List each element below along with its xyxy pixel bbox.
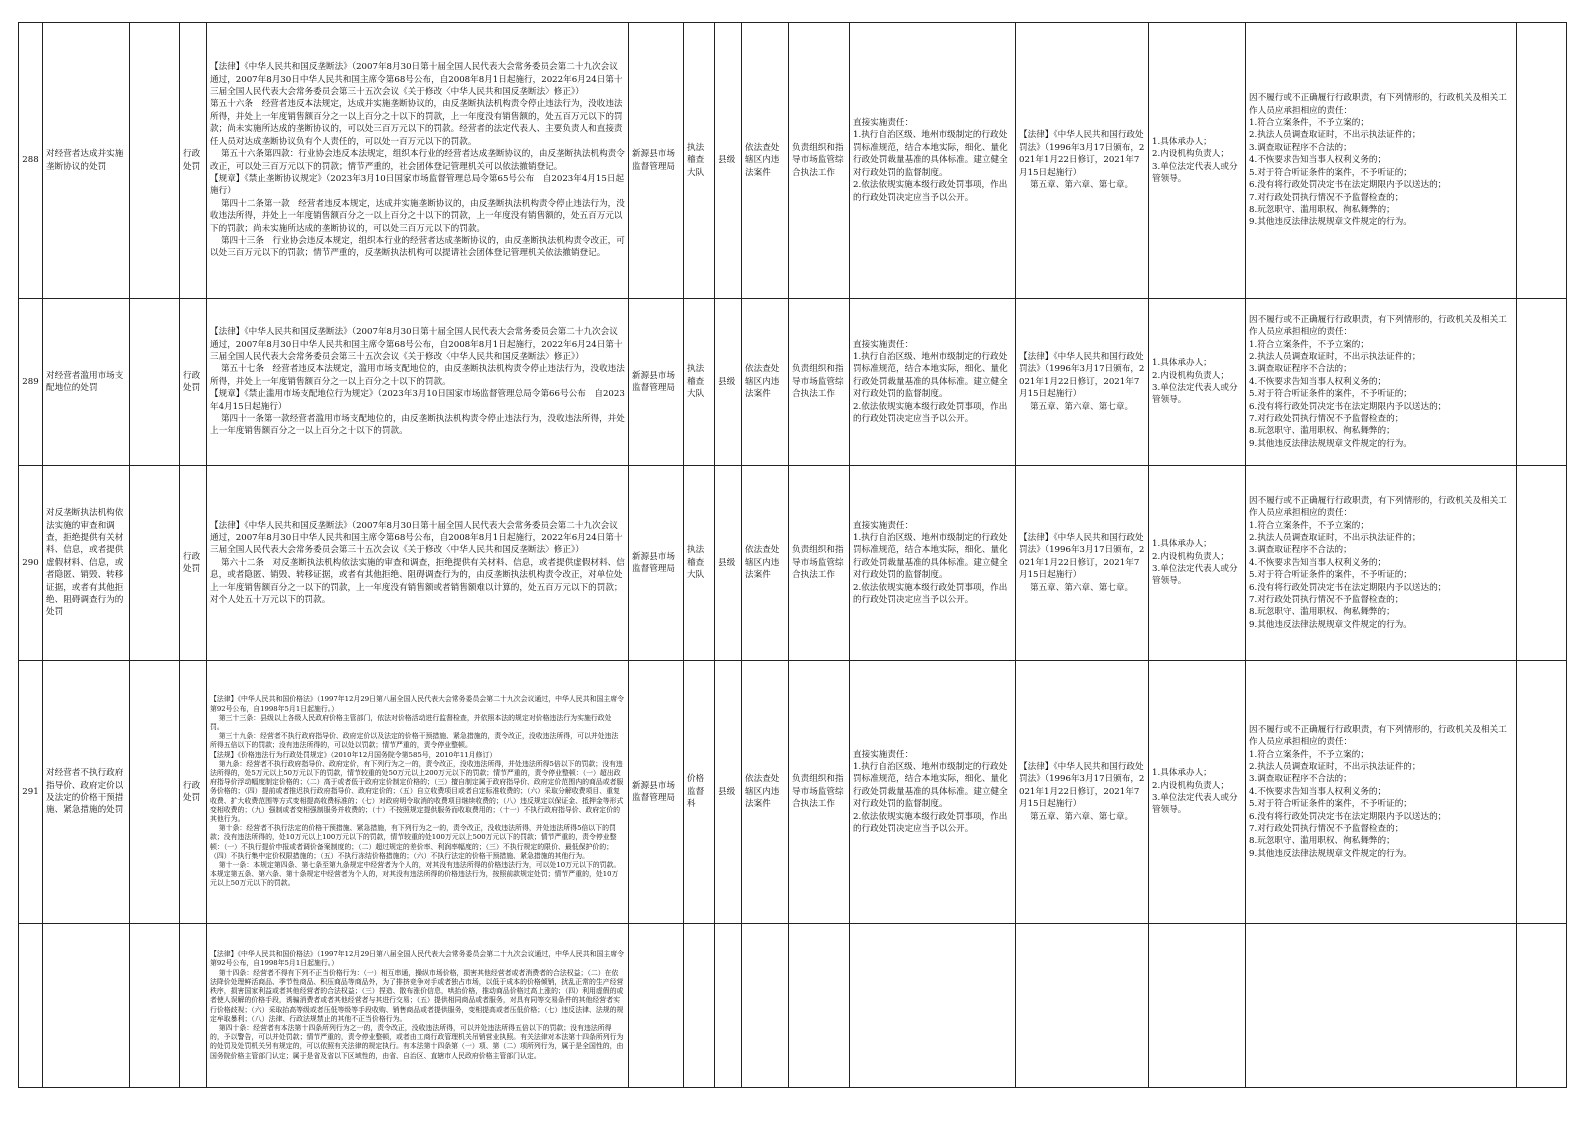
document-sheet	[18, 22, 1567, 1088]
implementing-department: 新源县市场监督管理局	[629, 23, 684, 299]
row-number: 290	[19, 466, 43, 661]
item-name: 对经营者滥用市场支配地位的处罚	[43, 299, 130, 466]
table-row	[19, 924, 1567, 1088]
blank-cell	[130, 466, 180, 661]
blank-cell	[130, 661, 180, 924]
duty-description: 负责组织和指导市场监管综合执法工作	[789, 23, 850, 299]
liability-circumstances: 因不履行或不正确履行行政职责，有下列情形的，行政机关及相关工作人员应承担相应的责任： 1.符合立案条件，不予立案的； 2.执法人员调查取证时，不出示执法证件的； 3.调查取证程序不合法的； 4.不恢要求告知当事人权利义务的； 5.对于符合听证条件的案件，不予听证的； 6.没有将行政处罚决定书在法定期限内予以送达的； 7.对行政处罚执行情况不予监督检查的； 8.玩忽职守、滥用职权、徇私舞弊的； 9.其他违反法律法规规章文件规定的行为。	[1246, 661, 1517, 924]
accountability-basis: 【法律】《中华人民共和国行政处罚法》（1996年3月17日颁布，2021年1月22日修订，2021年7月15日起施行） 第五章、第六章、第七章。	[1016, 299, 1149, 466]
exercise-scope: 依法查处辖区内违法案件	[742, 23, 789, 299]
power-type: 行政处罚	[180, 23, 207, 299]
blank-cell	[130, 23, 180, 299]
blank-cell	[130, 299, 180, 466]
remarks	[1517, 299, 1567, 466]
table-row	[19, 466, 1567, 661]
exercise-level: 县级	[715, 23, 742, 299]
accountability-basis	[1016, 924, 1149, 1088]
duty-description: 负责组织和指导市场监管综合执法工作	[789, 661, 850, 924]
responsible-unit: 价格监督科	[684, 661, 715, 924]
exercise-scope: 依法查处辖区内违法案件	[742, 299, 789, 466]
implementing-department: 新源县市场监督管理局	[629, 299, 684, 466]
item-name: 对经营者达成并实施垄断协议的处罚	[43, 23, 130, 299]
remarks	[1517, 466, 1567, 661]
liability-circumstances: 因不履行或不正确履行行政职责，有下列情形的，行政机关及相关工作人员应承担相应的责任： 1.符合立案条件，不予立案的； 2.执法人员调查取证时，不出示执法证件的； 3.调查取证程序不合法的； 4.不恢要求告知当事人权利义务的； 5.对于符合听证条件的案件，不予听证的； 6.没有将行政处罚决定书在法定期限内予以送达的； 7.对行政处罚执行情况不予监督检查的； 8.玩忽职守、滥用职权、徇私舞弊的； 9.其他违反法律法规规章文件规定的行为。	[1246, 466, 1517, 661]
accountability-basis: 【法律】《中华人民共和国行政处罚法》（1996年3月17日颁布，2021年1月22日修订，2021年7月15日起施行） 第五章、第六章、第七章。	[1016, 466, 1149, 661]
remarks	[1517, 661, 1567, 924]
power-list-table	[18, 22, 1567, 1088]
item-name: 对经营者不执行政府指导价、政府定价以及法定的价格干预措施、紧急措施的处罚	[43, 661, 130, 924]
responsible-subject: 1.具体承办人； 2.内设机构负责人； 3.单位法定代表人或分管领导。	[1149, 661, 1246, 924]
implementation-responsibility: 直接实施责任： 1.执行自治区级、地州市级制定的行政处罚标准规范，结合本地实际，细化、量化行政处罚裁量基准的具体标准。建立健全对行政处罚的监督制度。 2.依法依规实施本级行政处罚事项，作出的行政处罚决定应当予以公开。	[850, 466, 1016, 661]
table-row	[19, 661, 1567, 924]
row-number	[19, 924, 43, 1088]
implementing-department: 新源县市场监督管理局	[629, 466, 684, 661]
responsible-subject: 1.具体承办人； 2.内设机构负责人； 3.单位法定代表人或分管领导。	[1149, 299, 1246, 466]
exercise-level: 县级	[715, 661, 742, 924]
power-type: 行政处罚	[180, 299, 207, 466]
implementation-responsibility: 直接实施责任： 1.执行自治区级、地州市级制定的行政处罚标准规范，结合本地实际，细化、量化行政处罚裁量基准的具体标准。建立健全对行政处罚的监督制度。 2.依法依规实施本级行政处罚事项，作出的行政处罚决定应当予以公开。	[850, 299, 1016, 466]
legal-basis: 【法律】《中华人民共和国反垄断法》（2007年8月30日第十届全国人民代表大会常务委员会第二十九次会议通过，2007年8月30日中华人民共和国主席令第68号公布，自2008年8月1日起施行，2022年6月24日第十三届全国人民代表大会常务委员会第三十五次会议《关于修改〈中华人民共和国反垄断法〉修正》） 第五十六条 经营者违反本法规定，达成并实施垄断协议的，由反垄断执法机构责令停止违法行为，没收违法所得，并处上一年度销售额百分之一以上百分之十以下的罚款，上一年度没有销售额的，处五百万元以下的罚款；尚未实施所达成的垄断协议的，可以处三百万元以下的罚款。经营者的法定代表人、主要负责人和直接责任人员对达成垄断协议负有个人责任的，可以处一百万元以下的罚款。 第五十六条第四款：行业协会违反本法规定，组织本行业的经营者达成垄断协议的，由反垄断执法机构责令改正，可以处三百万元以下的罚款；情节严重的，社会团体登记管理机关可以依法撤销登记。 【规章】《禁止垄断协议规定》（2023年3月10日国家市场监督管理总局令第65号公布 自2023年4月15日起施行） 第四十二条第一款 经营者违反本规定，达成并实施垄断协议的，由反垄断执法机构责令停止违法行为，没收违法所得，并处上一年度销售额百分之一以上百分之十以下的罚款，上一年度没有销售额的，处五百万元以下的罚款；尚未实施所达成的垄断协议的，可以处三百万元以下的罚款。 第四十三条 行业协会违反本规定，组织本行业的经营者达成垄断协议的，由反垄断执法机构责令改正，可以处三百万元以下的罚款；情节严重的，反垄断执法机构可以提请社会团体登记管理机关依法撤销登记。	[207, 23, 629, 299]
exercise-scope	[742, 924, 789, 1088]
legal-basis: 【法律】《中华人民共和国价格法》（1997年12月29日第八届全国人民代表大会常务委员会第二十九次会议通过，中华人民共和国主席令第92号公布，自1998年5月1日起施行。） 第三十三条：县级以上各级人民政府价格主管部门，依法对价格活动进行监督检查，并依照本法的规定对价格违法行为实施行政处罚。 第三十九条：经营者不执行政府指导价、政府定价以及法定的价格干预措施、紧急措施的，责令改正，没收违法所得，可以并处违法所得五倍以下的罚款；没有违法所得的，可以处以罚款；情节严重的，责令停业整顿。 【法规】《价格违法行为行政处罚规定》（2010年12月国务院令第585号，2010年11月修订） 第九条：经营者不执行政府指导价、政府定价，有下列行为之一的，责令改正，没收违法所得，并处违法所得5倍以下的罚款；没有违法所得的，处5万元以上50万元以下的罚款，情节较重的处50万元以上200万元以下的罚款；情节严重的，责令停业整顿：（一）超出政府指导价浮动幅度制定价格的；（二）高于或者低于政府定价制定价格的；（三）擅自制定属于政府指导价、政府定价范围内的商品或者服务价格的；（四）提前或者推迟执行政府指导价、政府定价的；（五）自立收费项目或者自定标准收费的；（六）采取分解收费项目、重复收费、扩大收费范围等方式变相提高收费标准的；（七）对政府明令取消的收费项目继续收费的；（八）违反规定以保证金、抵押金等形式变相收费的；（九）强制或者变相强制服务并收费的；（十）不按照规定提供服务而收取费用的；（十一）不执行政府指导价、政府定价的其他行为。 第十条：经营者不执行法定的价格干预措施、紧急措施，有下列行为之一的，责令改正，没收违法所得，并处违法所得5倍以下的罚款；没有违法所得的，处10万元以上100万元以下的罚款，情节较重的处100万元以上500万元以下的罚款；情节严重的，责令停业整顿：（一）不执行提价申报或者调价备案制度的；（二）超过规定的差价率、利润率幅度的；（三）不执行规定的限价、最低保护价的；（四）不执行集中定价权限措施的；（五）不执行冻结价格措施的；（六）不执行法定的价格干预措施、紧急措施的其他行为。 第十一条：本规定第四条、第七条至第九条规定中经营者为个人的，对其没有违法所得的价格违法行为，可以处10万元以下的罚款。本规定第五条、第六条、第十条规定中经营者为个人的，对其没有违法所得的价格违法行为，按照前款规定处罚；情节严重的，处10万元以上50万元以下的罚款。	[207, 661, 629, 924]
duty-description: 负责组织和指导市场监管综合执法工作	[789, 299, 850, 466]
legal-basis: 【法律】《中华人民共和国反垄断法》（2007年8月30日第十届全国人民代表大会常务委员会第二十九次会议通过，2007年8月30日中华人民共和国主席令第68号公布，自2008年8月1日起施行，2022年6月24日第十三届全国人民代表大会常务委员会第三十五次会议《关于修改〈中华人民共和国反垄断法〉修正》） 第六十二条 对反垄断执法机构依法实施的审查和调查，拒绝提供有关材料、信息，或者提供虚假材料、信息，或者隐匿、销毁、转移证据，或者有其他拒绝、阻碍调查行为的，由反垄断执法机构责令改正，对单位处上一年度销售额百分之一以下的罚款，上一年度没有销售额或者销售额难以计算的，处五百万元以下的罚款；对个人处五十万元以下的罚款。	[207, 466, 629, 661]
accountability-basis: 【法律】《中华人民共和国行政处罚法》（1996年3月17日颁布，2021年1月22日修订，2021年7月15日起施行） 第五章、第六章、第七章。	[1016, 661, 1149, 924]
exercise-scope: 依法查处辖区内违法案件	[742, 661, 789, 924]
row-number: 291	[19, 661, 43, 924]
item-name	[43, 924, 130, 1088]
legal-basis: 【法律】《中华人民共和国价格法》（1997年12月29日第八届全国人民代表大会常务委员会第二十九次会议通过，中华人民共和国主席令第92号公布，自1998年5月1日起施行。） 第十四条：经营者不得有下列不正当价格行为：（一）相互串通，操纵市场价格，损害其他经营者或者消费者的合法权益；（二）在依法降价处理鲜活商品、季节性商品、积压商品等商品外，为了排挤竞争对手或者独占市场，以低于成本的价格倾销，扰乱正常的生产经营秩序，损害国家利益或者其他经营者的合法权益；（三）捏造、散布涨价信息，哄抬价格，推动商品价格过高上涨的；（四）利用虚假的或者使人误解的价格手段，诱骗消费者或者其他经营者与其进行交易；（五）提供相同商品或者服务，对具有同等交易条件的其他经营者实行价格歧视；（六）采取抬高等级或者压低等级等手段收购、销售商品或者提供服务，变相提高或者压低价格；（七）违反法律、法规的规定牟取暴利；（八）法律、行政法规禁止的其他不正当价格行为。 第四十条：经营者有本法第十四条所列行为之一的，责令改正，没收违法所得，可以并处违法所得五倍以下的罚款；没有违法所得的，予以警告，可以并处罚款；情节严重的，责令停业整顿，或者由工商行政管理机关吊销营业执照。有关法律对本法第十四条所列行为的处罚及处罚机关另有规定的，可以依照有关法律的规定执行。有本法第十四条第（一）项、第（二）项所列行为，属于是全国性的，由国务院价格主管部门认定；属于是省及省以下区域性的，由省、自治区、直辖市人民政府价格主管部门认定。	[207, 924, 629, 1088]
exercise-level: 县级	[715, 299, 742, 466]
responsible-unit: 执法稽查大队	[684, 23, 715, 299]
responsible-subject: 1.具体承办人； 2.内设机构负责人； 3.单位法定代表人或分管领导。	[1149, 466, 1246, 661]
blank-cell	[130, 924, 180, 1088]
implementation-responsibility: 直接实施责任： 1.执行自治区级、地州市级制定的行政处罚标准规范，结合本地实际，细化、量化行政处罚裁量基准的具体标准。建立健全对行政处罚的监督制度。 2.依法依规实施本级行政处罚事项，作出的行政处罚决定应当予以公开。	[850, 23, 1016, 299]
remarks	[1517, 23, 1567, 299]
power-type: 行政处罚	[180, 466, 207, 661]
item-name: 对反垄断执法机构依法实施的审查和调查，拒绝提供有关材料、信息，或者提供虚假材料、信息，或者隐匿、销毁、转移证据，或者有其他拒绝、阻碍调查行为的处罚	[43, 466, 130, 661]
exercise-scope: 依法查处辖区内违法案件	[742, 466, 789, 661]
legal-basis: 【法律】《中华人民共和国反垄断法》（2007年8月30日第十届全国人民代表大会常务委员会第二十九次会议通过，2007年8月30日中华人民共和国主席令第68号公布，自2008年8月1日起施行，2022年6月24日第十三届全国人民代表大会常务委员会第三十五次会议《关于修改〈中华人民共和国反垄断法〉修正》） 第五十七条 经营者违反本法规定，滥用市场支配地位的，由反垄断执法机构责令停止违法行为，没收违法所得，并处上一年度销售额百分之一以上百分之十以下的罚款。 【规章】《禁止滥用市场支配地位行为规定》（2023年3月10日国家市场监督管理总局令第66号公布 自2023年4月15日起施行） 第四十一条第一款经营者滥用市场支配地位的，由反垄断执法机构责令停止违法行为，没收违法所得，并处上一年度销售额百分之一以上百分之十以下的罚款。	[207, 299, 629, 466]
exercise-level: 县级	[715, 466, 742, 661]
row-number: 289	[19, 299, 43, 466]
responsible-unit	[684, 924, 715, 1088]
liability-circumstances: 因不履行或不正确履行行政职责，有下列情形的，行政机关及相关工作人员应承担相应的责任： 1.符合立案条件，不予立案的； 2.执法人员调查取证时，不出示执法证件的； 3.调查取证程序不合法的； 4.不恢要求告知当事人权利义务的； 5.对于符合听证条件的案件，不予听证的； 6.没有将行政处罚决定书在法定期限内予以送达的； 7.对行政处罚执行情况不予监督检查的； 8.玩忽职守、滥用职权、徇私舞弊的； 9.其他违反法律法规规章文件规定的行为。	[1246, 23, 1517, 299]
power-type: 行政处罚	[180, 661, 207, 924]
exercise-level	[715, 924, 742, 1088]
accountability-basis: 【法律】《中华人民共和国行政处罚法》（1996年3月17日颁布，2021年1月22日修订，2021年7月15日起施行） 第五章、第六章、第七章。	[1016, 23, 1149, 299]
responsible-subject	[1149, 924, 1246, 1088]
implementation-responsibility: 直接实施责任： 1.执行自治区级、地州市级制定的行政处罚标准规范，结合本地实际，细化、量化行政处罚裁量基准的具体标准。建立健全对行政处罚的监督制度。 2.依法依规实施本级行政处罚事项，作出的行政处罚决定应当予以公开。	[850, 661, 1016, 924]
responsible-subject: 1.具体承办人； 2.内设机构负责人； 3.单位法定代表人或分管领导。	[1149, 23, 1246, 299]
liability-circumstances: 因不履行或不正确履行行政职责，有下列情形的，行政机关及相关工作人员应承担相应的责任： 1.符合立案条件，不予立案的； 2.执法人员调查取证时，不出示执法证件的； 3.调查取证程序不合法的； 4.不恢要求告知当事人权利义务的； 5.对于符合听证条件的案件，不予听证的； 6.没有将行政处罚决定书在法定期限内予以送达的； 7.对行政处罚执行情况不予监督检查的； 8.玩忽职守、滥用职权、徇私舞弊的； 9.其他违反法律法规规章文件规定的行为。	[1246, 299, 1517, 466]
power-type	[180, 924, 207, 1088]
table-row	[19, 23, 1567, 299]
remarks	[1517, 924, 1567, 1088]
implementing-department	[629, 924, 684, 1088]
table-row	[19, 299, 1567, 466]
duty-description	[789, 924, 850, 1088]
responsible-unit: 执法稽查大队	[684, 299, 715, 466]
implementation-responsibility	[850, 924, 1016, 1088]
liability-circumstances	[1246, 924, 1517, 1088]
implementing-department: 新源县市场监督管理局	[629, 661, 684, 924]
duty-description: 负责组织和指导市场监管综合执法工作	[789, 466, 850, 661]
responsible-unit: 执法稽查大队	[684, 466, 715, 661]
row-number: 288	[19, 23, 43, 299]
